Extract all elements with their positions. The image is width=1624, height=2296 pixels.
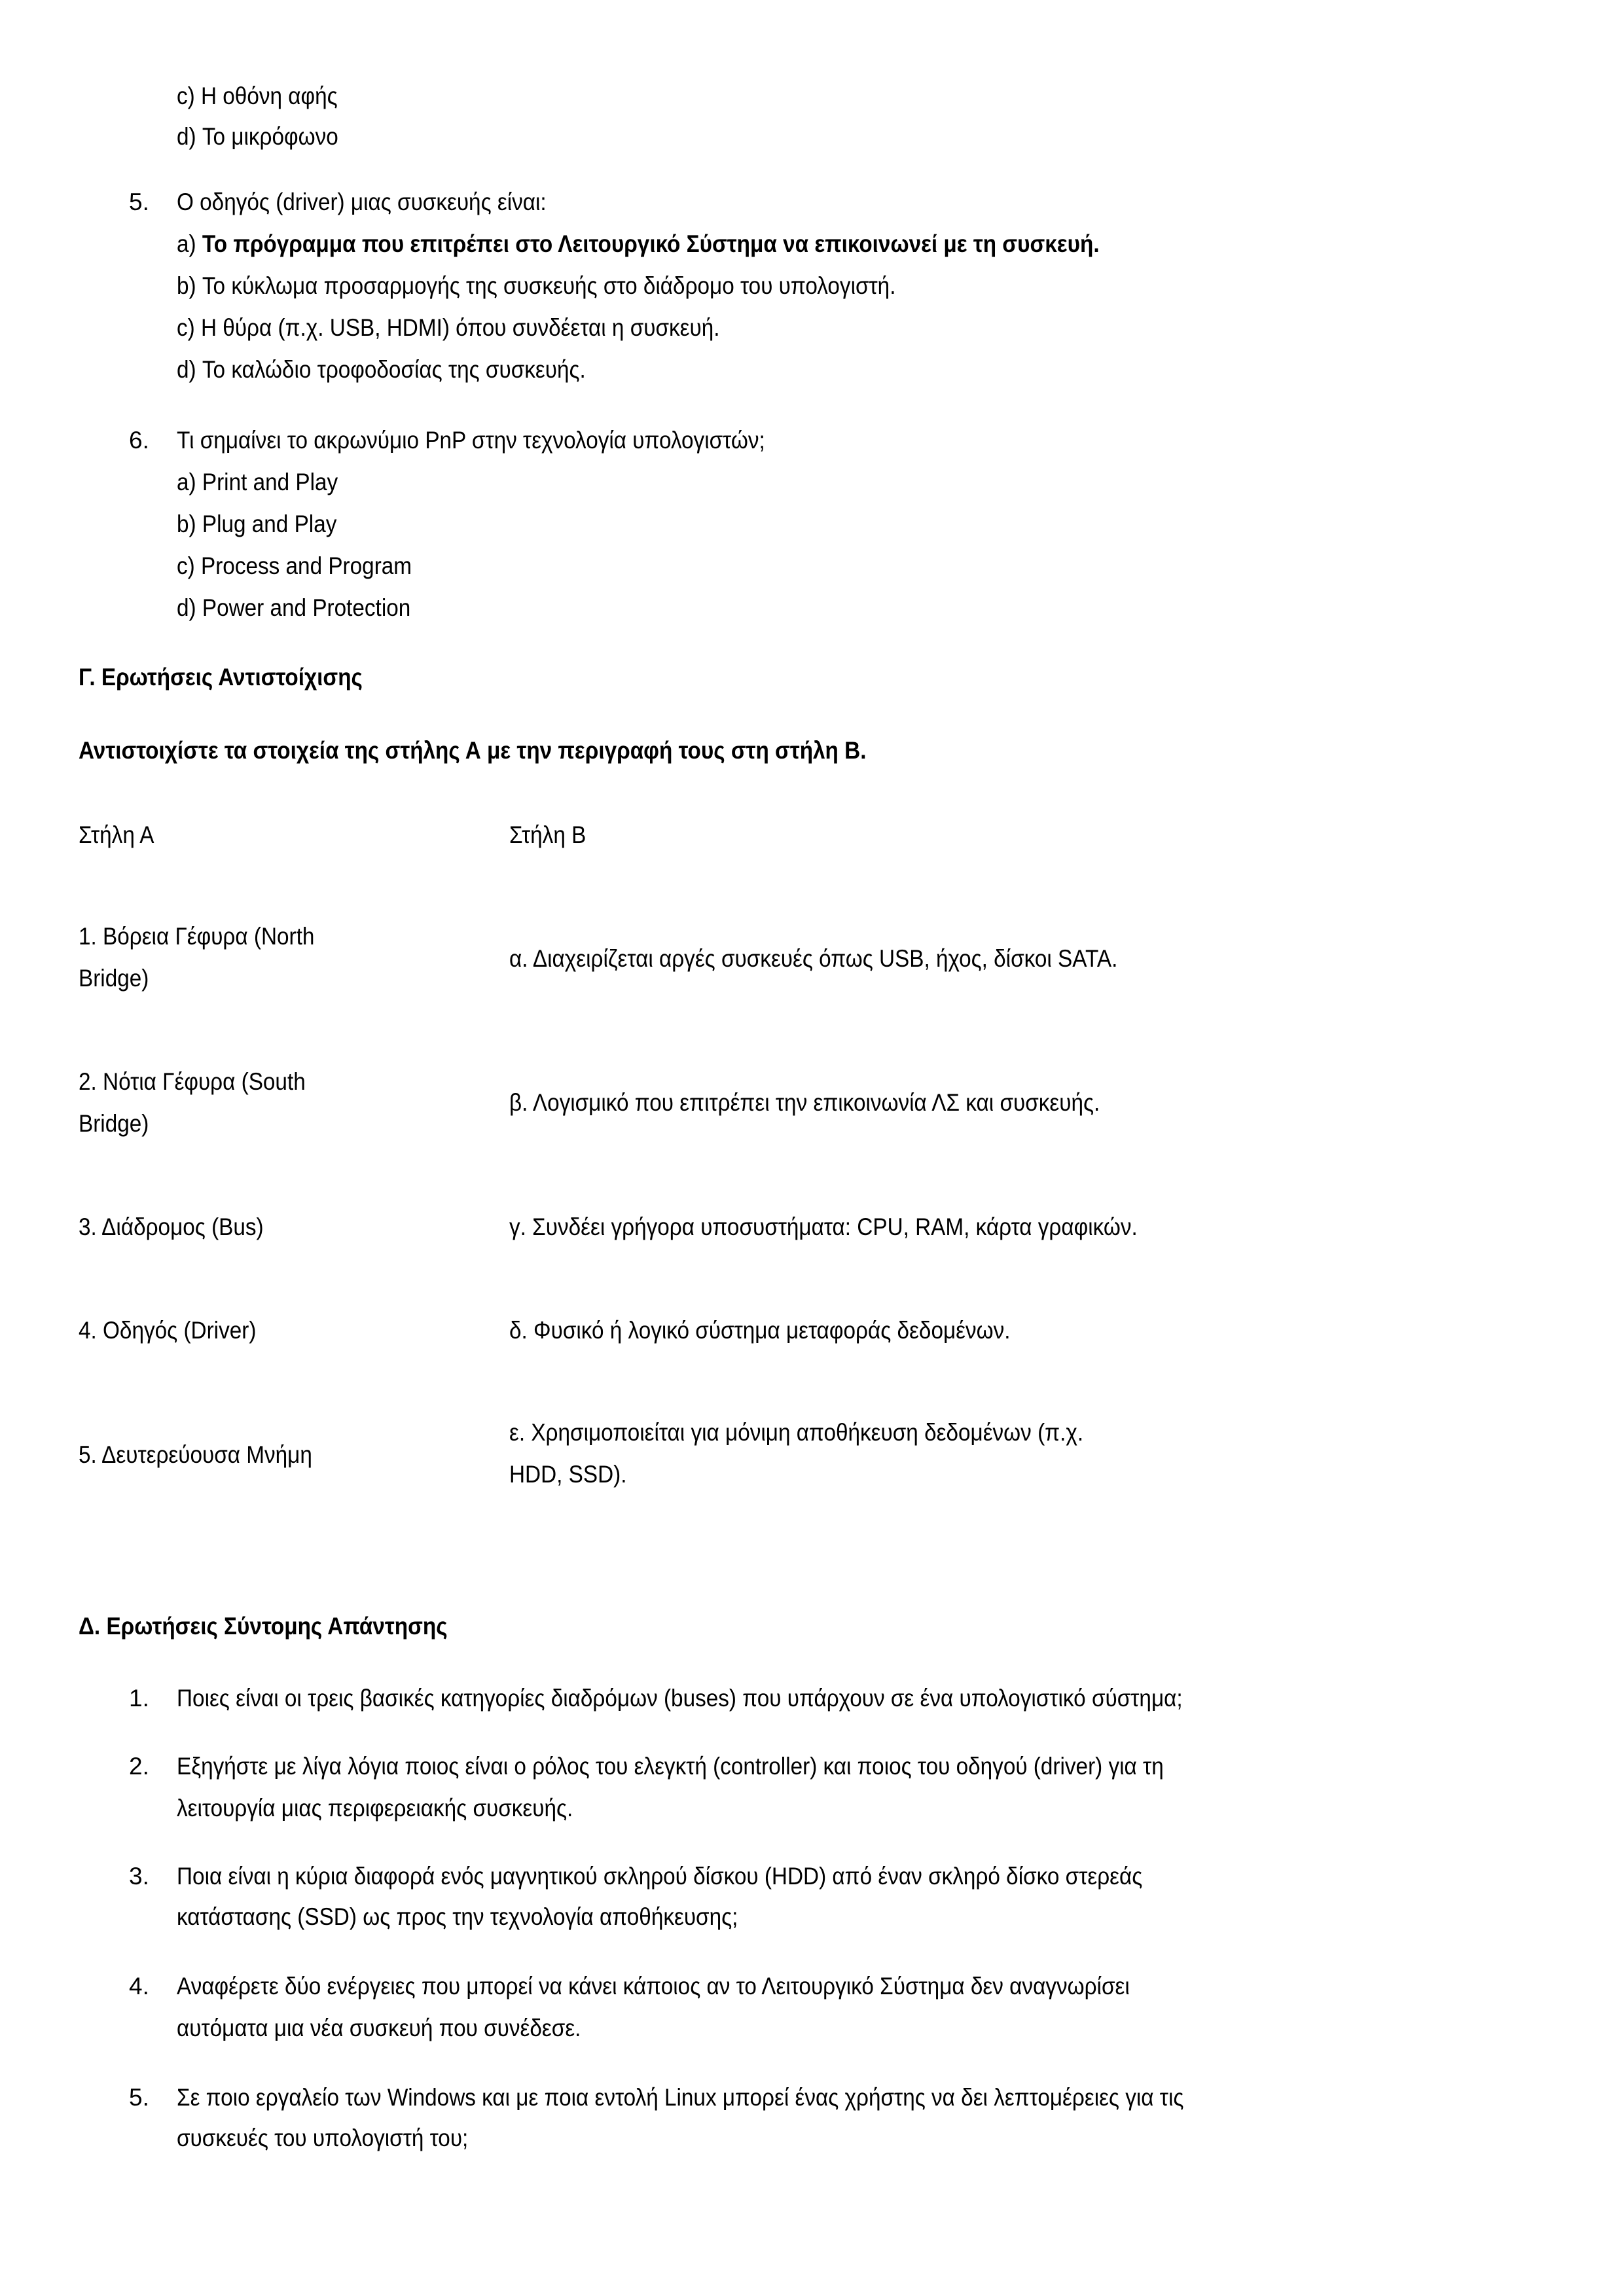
column-b-item: α. Διαχειρίζεται αργές συσκευές όπως USB, ήχος, δίσκοι SATA. bbox=[509, 945, 1118, 972]
column-a-item: 2. Νότια Γέφυρα (South bbox=[79, 1068, 306, 1095]
option-a bbox=[177, 467, 338, 497]
question-number: 4. bbox=[129, 1973, 149, 2000]
option-label: b) bbox=[177, 511, 196, 537]
question-number: 1. bbox=[129, 1685, 149, 1712]
option-label: d) bbox=[177, 594, 196, 621]
option-text-correct: Το πρόγραμμα που επιτρέπει στο Λειτουργικό Σύστημα να επικοινωνεί με τη συσκευή. bbox=[202, 230, 1100, 257]
question-number: 2. bbox=[129, 1753, 149, 1780]
option-label: c) bbox=[177, 552, 195, 579]
option-b bbox=[177, 271, 895, 301]
column-b-item: β. Λογισμικό που επιτρέπει την επικοινωνία ΛΣ και συσκευής. bbox=[509, 1089, 1100, 1116]
column-b-item: ε. Χρησιμοποιείται για μόνιμη αποθήκευση δεδομένων (π.χ. bbox=[509, 1419, 1084, 1446]
column-b-header: Στήλη Β bbox=[509, 821, 586, 848]
option-label: b) bbox=[177, 272, 196, 299]
column-b-item: HDD, SSD). bbox=[509, 1461, 627, 1488]
option-label: a) bbox=[177, 469, 196, 495]
option-a bbox=[177, 229, 1100, 259]
question-text: Αναφέρετε δύο ενέργειες που μπορεί να κάνει κάποιος αν το Λειτουργικό Σύστημα δεν αναγνωρίσει bbox=[177, 1973, 1130, 2000]
option-b bbox=[177, 509, 336, 539]
option-label: a) bbox=[177, 230, 196, 257]
option-c: c) Η οθόνη αφής bbox=[177, 82, 338, 109]
question-text: αυτόματα μια νέα συσκευή που συνέδεσε. bbox=[177, 2015, 581, 2041]
question-number: 3. bbox=[129, 1863, 149, 1890]
column-b-item: γ. Συνδέει γρήγορα υποσυστήματα: CPU, RAM, κάρτα γραφικών. bbox=[509, 1213, 1138, 1240]
matching-instruction: Αντιστοιχίστε τα στοιχεία της στήλης Α με την περιγραφή τους στη στήλη Β. bbox=[79, 737, 867, 764]
option-text: Το κύκλωμα προσαρμογής της συσκευής στο διάδρομο του υπολογιστή. bbox=[202, 272, 896, 299]
question-text: Ποια είναι η κύρια διαφορά ενός μαγνητικού σκληρού δίσκου (HDD) από έναν σκληρό δίσκο στερεάς bbox=[177, 1863, 1143, 1890]
question-text: Τι σημαίνει το ακρωνύμιο PnP στην τεχνολογία υπολογιστών; bbox=[177, 427, 765, 454]
section-heading-short-answer: Δ. Ερωτήσεις Σύντομης Απάντησης bbox=[79, 1613, 448, 1640]
column-a-item: Bridge) bbox=[79, 965, 149, 992]
column-a-header: Στήλη Α bbox=[79, 821, 154, 848]
question-number: 5. bbox=[129, 2084, 149, 2111]
option-d bbox=[177, 593, 410, 623]
question-text: λειτουργία μιας περιφερειακής συσκευής. bbox=[177, 1795, 573, 1821]
option-d: d) Το μικρόφωνο bbox=[177, 123, 338, 150]
option-text: Print and Play bbox=[202, 469, 338, 495]
option-c bbox=[177, 551, 412, 581]
option-text: Process and Program bbox=[200, 552, 412, 579]
option-text: Η θύρα (π.χ. USB, HDMI) όπου συνδέεται η συσκευή. bbox=[200, 314, 720, 341]
column-a-item: 4. Οδηγός (Driver) bbox=[79, 1317, 257, 1344]
question-text: Ποιες είναι οι τρεις βασικές κατηγορίες διαδρόμων (buses) που υπάρχουν σε ένα υπολογιστικό σύστημα; bbox=[177, 1685, 1183, 1712]
column-a-item: Bridge) bbox=[79, 1110, 149, 1137]
column-a-item: 3. Διάδρομος (Bus) bbox=[79, 1213, 264, 1240]
option-d bbox=[177, 355, 586, 385]
option-text: Το καλώδιο τροφοδοσίας της συσκευής. bbox=[202, 356, 586, 383]
question-text: Ο οδηγός (driver) μιας συσκευής είναι: bbox=[177, 188, 547, 215]
option-label: c) bbox=[177, 314, 195, 341]
option-text: Plug and Play bbox=[202, 511, 337, 537]
option-text: Power and Protection bbox=[202, 594, 411, 621]
column-a-item: 1. Βόρεια Γέφυρα (North bbox=[79, 923, 315, 950]
question-text: Σε ποιο εργαλείο των Windows και με ποια εντολή Linux μπορεί ένας χρήστης να δει λεπτομέρειες για τις bbox=[177, 2084, 1184, 2111]
question-text: συσκευές του υπολογιστή του; bbox=[177, 2125, 469, 2151]
column-a-item: 5. Δευτερεύουσα Μνήμη bbox=[79, 1441, 312, 1468]
question-number: 6. bbox=[129, 427, 149, 454]
option-label: d) bbox=[177, 356, 196, 383]
question-text: Εξηγήστε με λίγα λόγια ποιος είναι ο ρόλος του ελεγκτή (controller) και ποιος του οδηγού (driver) για τη bbox=[177, 1753, 1164, 1780]
option-c bbox=[177, 313, 720, 343]
question-text: κατάστασης (SSD) ως προς την τεχνολογία αποθήκευσης; bbox=[177, 1903, 738, 1930]
column-b-item: δ. Φυσικό ή λογικό σύστημα μεταφοράς δεδομένων. bbox=[509, 1317, 1011, 1344]
question-number: 5. bbox=[129, 188, 149, 215]
section-heading-matching: Γ. Ερωτήσεις Αντιστοίχισης bbox=[79, 664, 363, 691]
